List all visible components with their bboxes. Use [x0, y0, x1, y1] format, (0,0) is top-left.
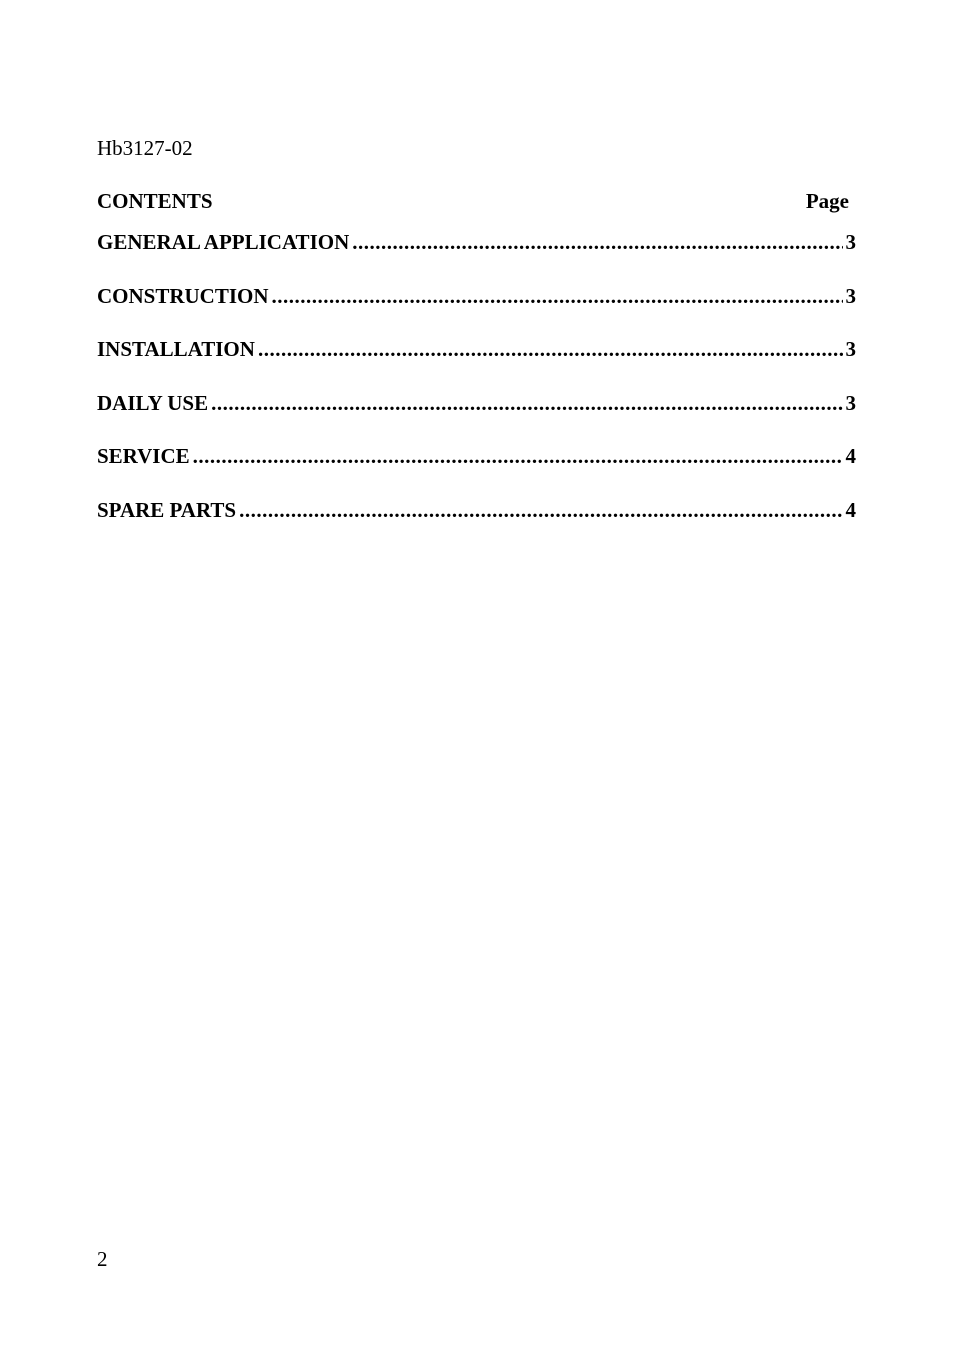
toc-entry-title: SPARE PARTS	[97, 497, 237, 522]
toc-entry-title: GENERAL APPLICATION	[97, 230, 350, 254]
toc-entry-spare-parts[interactable]	[97, 497, 856, 523]
toc-entry-title: INSTALLATION	[97, 337, 255, 361]
toc-entry-page: 3	[845, 230, 856, 254]
dot-leader	[239, 497, 842, 523]
dot-leader	[193, 443, 843, 469]
table-of-contents	[97, 229, 856, 550]
toc-entry-general-application[interactable]	[97, 229, 856, 255]
document-id: Hb3127-02	[97, 136, 193, 160]
toc-entry-title: DAILY USE	[97, 390, 209, 415]
dot-leader	[352, 229, 842, 255]
toc-entry-installation[interactable]	[97, 336, 856, 362]
toc-entry-title: CONSTRUCTION	[97, 283, 269, 308]
toc-entry-service[interactable]	[97, 443, 856, 469]
dot-leader	[272, 283, 843, 309]
toc-entry-page: 3	[845, 283, 856, 308]
toc-entry-page: 4	[845, 497, 856, 522]
dot-leader	[211, 390, 842, 416]
toc-entry-page: 3	[845, 337, 856, 361]
toc-entry-page: 3	[845, 390, 856, 415]
contents-heading: CONTENTS	[97, 189, 213, 213]
dot-leader	[258, 336, 843, 362]
toc-entry-title: SERVICE	[97, 444, 190, 468]
page-column-heading: Page	[805, 189, 849, 213]
toc-entry-construction[interactable]	[97, 283, 856, 309]
page-number: 2	[97, 1247, 108, 1271]
toc-header	[97, 188, 849, 214]
toc-entry-page: 4	[845, 444, 856, 468]
toc-entry-daily-use[interactable]	[97, 390, 856, 416]
